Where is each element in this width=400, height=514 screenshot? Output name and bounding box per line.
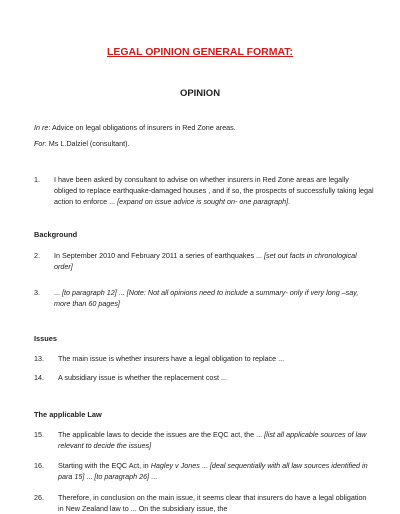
for-text: : Ms L.Dalziel (consultant). xyxy=(44,139,130,148)
paragraph-text: Therefore, in conclusion on the main issue, it seems clear that insurers do have a legal obligation in New Zealand law to ... On the subsidiary issue, the xyxy=(58,493,367,513)
paragraph-note: [deal sequentially with all law sources identified in para 15] xyxy=(58,461,368,481)
paragraph-3 xyxy=(34,287,374,309)
paragraph-text-mid: ... xyxy=(116,288,127,297)
paragraph-text-c: ... xyxy=(84,472,95,481)
paragraph-tail: . xyxy=(288,197,291,206)
paragraph-tail: ... xyxy=(149,472,158,481)
document-title: LEGAL OPINION GENERAL FORMAT: xyxy=(106,46,294,58)
paragraph-number: 15. xyxy=(34,430,44,439)
paragraph-number: 3. xyxy=(34,288,40,297)
paragraph-text: I have been asked by consultant to advise on whether insurers in Red Zone areas are legally obliged to replace earthquake-damaged houses , and if so, the prospects of successfully taking legal action to enforce ... xyxy=(54,175,374,206)
paragraph-note: [list all applicable sources of law relevant to decide the issues] xyxy=(58,430,367,450)
for-line xyxy=(34,138,129,149)
for-label: For xyxy=(34,139,45,148)
issues-heading: Issues xyxy=(34,334,58,343)
background-heading: Background xyxy=(34,230,78,239)
paragraph-number: 1. xyxy=(34,175,40,184)
paragraph-15 xyxy=(34,429,374,451)
paragraph-text: The applicable laws to decide the issues are the EQC act, the ... xyxy=(58,430,265,439)
paragraph-1 xyxy=(34,174,374,207)
paragraph-number: 13. xyxy=(34,354,44,363)
paragraph-text: A subsidiary issue is whether the replacement cost ... xyxy=(58,373,227,382)
paragraph-2 xyxy=(34,250,374,272)
in-re-text: : Advice on legal obligations of insurers in Red Zone areas. xyxy=(48,123,236,132)
paragraph-14 xyxy=(34,372,374,383)
paragraph-16 xyxy=(34,460,374,482)
case-name: Hagley v Jones xyxy=(150,461,200,470)
paragraph-text: In September 2010 and February 2011 a series of earthquakes ... xyxy=(54,251,265,260)
paragraph-note: [to paragraph 12] xyxy=(62,288,117,297)
opinion-heading: OPINION xyxy=(179,88,221,99)
paragraph-number: 2. xyxy=(34,251,40,260)
paragraph-note: [set out facts in chronological order] xyxy=(54,251,357,271)
paragraph-number: 14. xyxy=(34,373,44,382)
paragraph-26 xyxy=(34,492,374,514)
paragraph-note-2: [Note: Not all opinions need to include a summary- only if very long –say, more than 60 pages] xyxy=(54,288,359,308)
paragraph-13 xyxy=(34,353,374,364)
paragraph-note: [expand on issue advice is sought on- one paragraph] xyxy=(117,197,289,206)
paragraph-text: ... xyxy=(54,288,62,297)
in-re-line xyxy=(34,122,236,133)
paragraph-text: Starting with the EQC Act, in xyxy=(58,461,151,470)
paragraph-text: The main issue is whether insurers have a legal obligation to replace ... xyxy=(58,354,285,363)
paragraph-text-b: ... xyxy=(199,461,210,470)
paragraph-number: 26. xyxy=(34,493,44,502)
law-heading: The applicable Law xyxy=(34,410,102,419)
paragraph-number: 16. xyxy=(34,461,44,470)
paragraph-note-2: [to paragraph 26] xyxy=(94,472,150,481)
in-re-label: In re xyxy=(34,123,49,132)
